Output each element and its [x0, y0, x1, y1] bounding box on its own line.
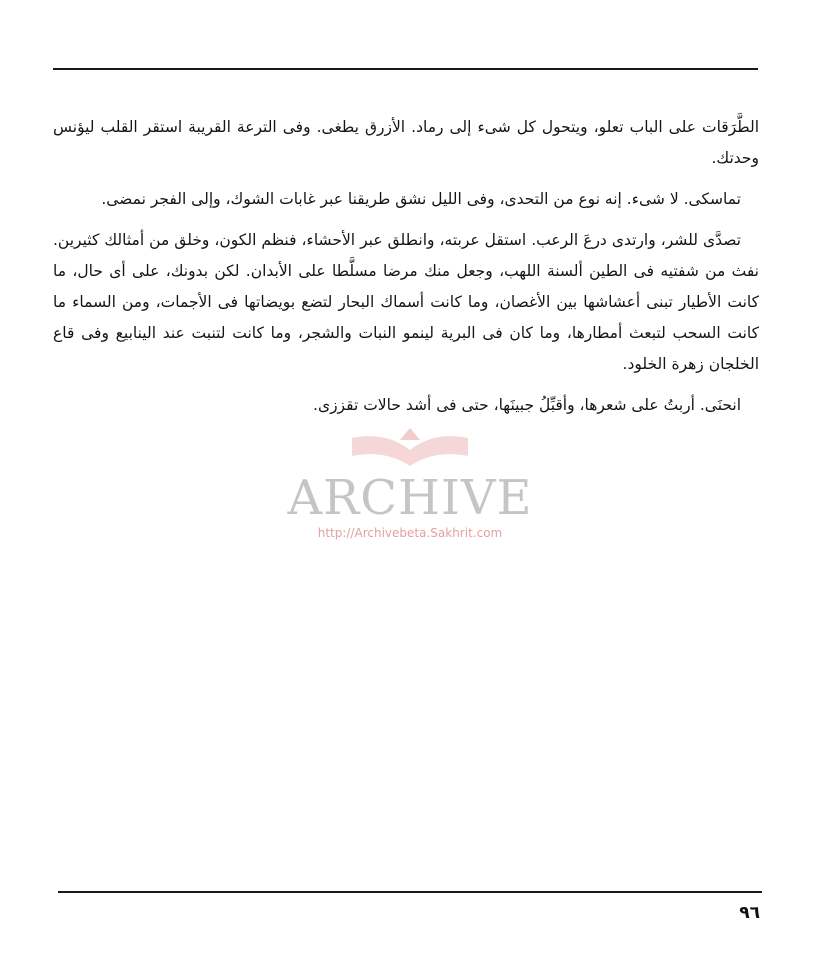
top-rule	[53, 68, 758, 70]
watermark-word: ARCHIVE	[287, 470, 533, 526]
archive-watermark	[280, 410, 540, 550]
paragraph-2: تماسكى. لا شىء. إنه نوع من التحدى، وفى الليل نشق طريقنا عبر غابات الشوك، وإلى الفجر نمضى.	[101, 190, 741, 208]
bottom-rule	[58, 891, 762, 893]
page-number: ٩٦	[739, 903, 760, 923]
paragraph-3: تصدَّى للشر، وارتدى درعَ الرعب. استقل عربته، وانطلق عبر الأحشاء، فنظم الكون، وخلق من أمثالك كثيرين. نفث من شفتيه فى الطين ألسنة اللهب، وجعل منك مرضا مسلَّطا على الأبدان. لكن بدونك، على أى حال، ما كانت الأطيار تبنى أعشاشها بين الأغصان، وما كانت أسماك البحار لتضع بويضاتها فى الأجمات، ومن السماء ما كانت السحب لتبعث أمطارها، وما كان فى البرية لينمو النبات والشجر، وما كانت لتنبت عند الينابيع وفى قاع الخلجان زهرة الخلود.	[53, 231, 759, 373]
body-text	[53, 112, 759, 431]
paragraph-4: انحنَى. أربتُ على شعرها، وأقبِّلُ جبينَها، حتى فى أشد حالات تقززى.	[313, 396, 741, 414]
paragraph-1: الطَّرَقات على الباب تعلو، ويتحول كل شىء إلى رماد. الأزرق يطغى. وفى الترعة القريبة استقر القلب ليؤنس وحدتك.	[53, 118, 759, 167]
watermark-url: http://Archivebeta.Sakhrit.com	[317, 526, 503, 540]
